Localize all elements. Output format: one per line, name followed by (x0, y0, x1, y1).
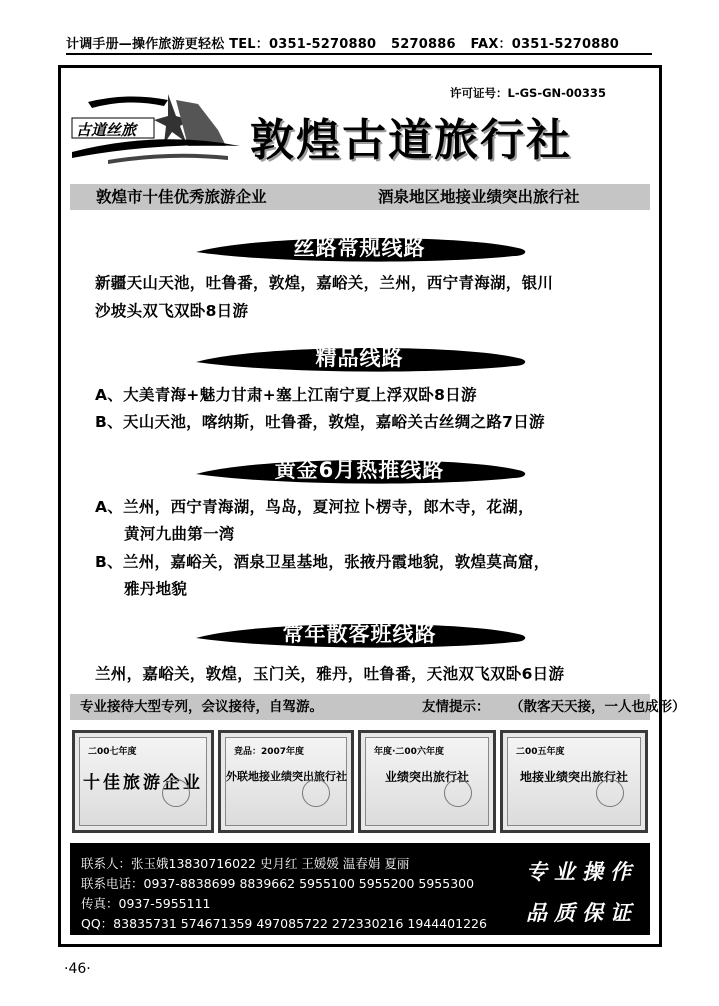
tip-text: （散客天天接，一人也成形） (510, 699, 686, 715)
contact-fax: 传真：0937-5955111 (81, 896, 211, 911)
award-plaque (218, 730, 354, 833)
honor-2: 酒泉地区地接业绩突出旅行社 (378, 188, 580, 206)
header-tel2: 5270886 (391, 37, 456, 52)
award-title: 地接业绩突出旅行社 (519, 770, 628, 784)
section-title-text: 常年散客班线路 (282, 622, 437, 646)
award-year: 年度·二00六年度 (374, 747, 444, 757)
award-inner (225, 737, 347, 826)
header-tel: TEL：0351-5270880 (229, 37, 377, 52)
section-title-text: 黄金6月热推线路 (274, 458, 445, 482)
route-line: 雅丹地貌 (124, 580, 188, 598)
award-seal-icon (444, 779, 472, 807)
slogan-quality: 品质保证 (526, 900, 638, 925)
contact-phones: 联系电话：0937-8838699 8839662 5955100 5955200 5955300 (81, 876, 475, 891)
award-seal-icon (302, 779, 330, 807)
section-title-text: 丝路常规线路 (293, 236, 426, 260)
route-line: A、大美青海+魅力甘肃+塞上江南宁夏上浮双卧8日游 (95, 386, 477, 404)
honors-banner (70, 184, 650, 210)
award-year: 竞品：2007年度 (234, 747, 305, 757)
award-inner (507, 737, 641, 826)
award-plaque (358, 730, 496, 833)
section-title-june (0, 450, 719, 490)
award-inner (79, 737, 207, 826)
tips-bar (70, 694, 686, 720)
award-title: 十佳旅游企业 (83, 773, 203, 793)
award-seal-icon (162, 779, 190, 807)
contact-people: 联系人：张玉娥13830716022 史月红 王媛媛 温春娟 夏丽 (81, 856, 410, 871)
section-title-regular (0, 614, 719, 654)
award-title: 业绩突出旅行社 (384, 770, 469, 784)
slogan-professional: 专业操作 (526, 859, 638, 884)
agency-name: 敦煌古道旅行社 (250, 115, 572, 166)
agency-logo (68, 90, 246, 170)
route-line: 沙坡头双飞双卧8日游 (95, 302, 249, 320)
section-title-premium (0, 338, 719, 378)
header-bar (66, 33, 652, 55)
route-line: 新疆天山天池，吐鲁番，敦煌，嘉峪关，兰州，西宁青海湖，银川 (95, 274, 554, 292)
contact-qq: QQ：83835731 574671359 497085722 272330216 1944401226 (81, 916, 487, 931)
header-slogan: 计调手册—操作旅游更轻松 (66, 37, 225, 52)
route-line: 兰州，嘉峪关，敦煌，玉门关，雅丹，吐鲁番，天池双飞双卧6日游 (95, 665, 565, 683)
section-title-silk-road (0, 228, 719, 268)
route-line: A、兰州，西宁青海湖，鸟岛，夏河拉卜楞寺，郎木寺，花湖， (95, 498, 534, 516)
logo-text: 古道丝旅 (76, 121, 137, 139)
award-title: 外联地接业绩突出旅行社 (226, 770, 347, 783)
service-text: 专业接待大型专列，会议接待，自驾游。 (80, 699, 323, 715)
award-year: 二00七年度 (88, 747, 137, 757)
award-plaque (500, 730, 648, 833)
tip-label: 友情提示： (422, 699, 490, 715)
route-line: B、天山天池，喀纳斯，吐鲁番，敦煌，嘉峪关古丝绸之路7日游 (95, 413, 545, 431)
contact-block (70, 843, 650, 935)
award-plaque (72, 730, 214, 833)
route-line: 黄河九曲第一湾 (124, 525, 235, 543)
award-seal-icon (596, 779, 624, 807)
award-year: 二00五年度 (516, 747, 565, 757)
page-number: ·46· (64, 961, 91, 977)
honor-1: 敦煌市十佳优秀旅游企业 (96, 188, 267, 206)
award-inner (365, 737, 489, 826)
header-fax: FAX：0351-5270880 (470, 37, 620, 52)
license-number: 许可证号：L-GS-GN-00335 (450, 86, 606, 100)
section-title-text: 精品线路 (315, 346, 404, 370)
route-line: B、兰州，嘉峪关，酒泉卫星基地，张掖丹霞地貌，敦煌莫高窟， (95, 553, 550, 571)
